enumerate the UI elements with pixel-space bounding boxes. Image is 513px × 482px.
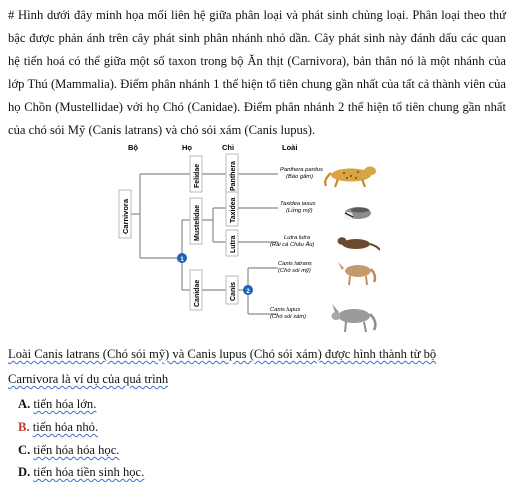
order-label: Carnivora xyxy=(121,198,130,234)
question-stem-paragraph: # Hình dưới đây minh họa mối liên hệ giữa phân loại và phát sinh chủng loại. Phân loại theo thứ bậc được phản ánh trên cây phát sinh phân nhánh nhỏ dần. Cây phát sinh này đánh dấu các quan hệ tiến hoá có thể giữa một số taxon trong bộ Ăn thịt (Carnivora), bản thân nó là một nhánh của lớp Thú (Mammalia). Điểm phân nhánh 1 thể hiện tổ tiên chung gần nhất của tất cả thành viên của họ Chồn (Mustellidae) với họ Chó (Canidae). Điểm phân nhánh 2 thể hiện tổ tiên chung gần nhất của chó sói Mỹ (Canis latrans) và chó sói xám (Canis lupus). xyxy=(8,8,506,137)
family-label-felidae: Felidae xyxy=(194,163,201,188)
family-label-mustelidae: Mustelidae xyxy=(194,204,201,241)
branch-node-2-label: 2 xyxy=(246,288,250,295)
species-name-canis-lupus: Canis lupus xyxy=(270,307,301,313)
gray-wolf-illustration xyxy=(332,304,376,332)
option-a-text: tiến hóa lớn. xyxy=(33,397,97,411)
branch-node-1-label: 1 xyxy=(180,256,184,263)
phylogenetic-tree-figure xyxy=(118,140,380,340)
header-species: Loài xyxy=(282,143,298,152)
genus-label-panthera: Panthera xyxy=(230,161,237,191)
species-name-taxidea-taxus: Taxidea taxus xyxy=(280,201,316,207)
header-family: Họ xyxy=(182,143,192,152)
option-b[interactable] xyxy=(18,420,98,435)
species-common-canis-latrans: (Chó sói mỹ) xyxy=(278,268,311,274)
species-name-panthera-pardus: Panthera pardus xyxy=(280,167,323,173)
option-c-label: C. xyxy=(18,443,31,457)
question-line-1: Loài Canis latrans (Chó sói mỹ) và Canis lupus (Chó sói xám) được hình thành từ bộ xyxy=(8,347,437,361)
option-c[interactable] xyxy=(18,443,119,458)
phylogenetic-tree xyxy=(118,140,380,340)
header-order: Bộ xyxy=(128,143,138,152)
species-name-canis-latrans: Canis latrans xyxy=(278,261,312,267)
badger-illustration xyxy=(343,207,371,220)
question-line-2: Carnivora là ví dụ của quá trình xyxy=(8,372,169,386)
family-label-canidae: Canidae xyxy=(194,279,201,307)
coyote-illustration xyxy=(338,262,375,285)
option-d-text: tiến hóa tiền sinh học. xyxy=(33,465,145,479)
genus-label-canis: Canis xyxy=(230,281,237,301)
species-name-lutra-lutra: Lutra lutra xyxy=(284,235,311,241)
species-common-lutra-lutra: (Rái cá Châu Âu) xyxy=(270,242,315,248)
option-a[interactable] xyxy=(18,397,96,412)
genus-label-lutra: Lutra xyxy=(230,235,237,253)
otter-illustration xyxy=(338,237,381,250)
option-d[interactable] xyxy=(18,465,144,480)
species-common-canis-lupus: (Chó sói xám) xyxy=(270,314,307,320)
option-b-text: tiến hóa nhỏ. xyxy=(32,420,99,434)
leopard-illustration xyxy=(325,167,376,188)
header-genus: Chi xyxy=(222,143,235,152)
species-common-taxidea-taxus: (Lửng mỹ) xyxy=(286,208,313,214)
option-a-label: A. xyxy=(18,397,31,411)
genus-label-taxidea: Taxidea xyxy=(230,197,237,223)
species-common-panthera-pardus: (Báo gấm) xyxy=(286,174,314,180)
option-b-label: B. xyxy=(18,420,30,434)
option-c-text: tiến hóa hóa học. xyxy=(33,443,120,457)
option-d-label: D. xyxy=(18,465,31,479)
